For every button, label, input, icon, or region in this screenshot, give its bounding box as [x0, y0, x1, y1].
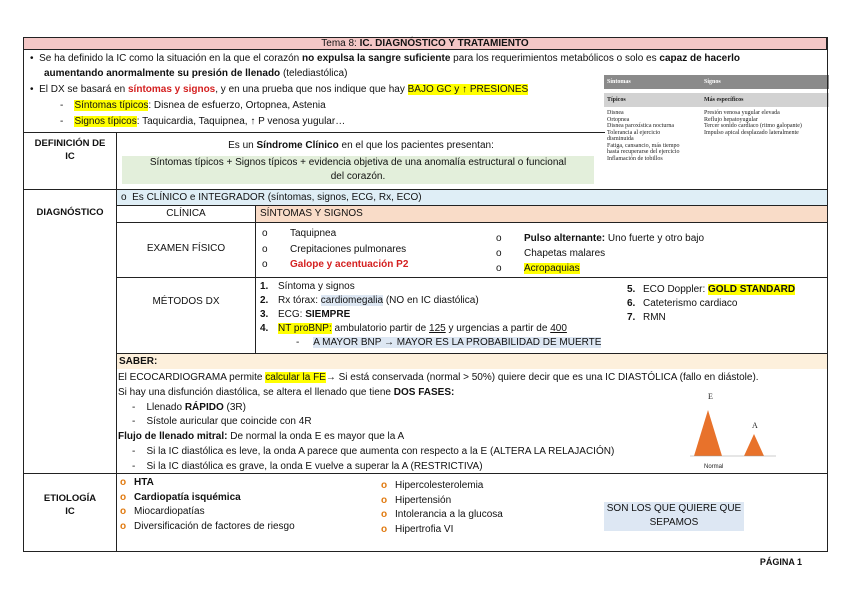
intro-text: , y en una prueba que nos indique que hay [215, 84, 408, 95]
etiologia-item [120, 491, 295, 506]
etiologia-text: Cardiopatía isquémica [134, 491, 241, 503]
circle-bullet-icon: o [496, 248, 502, 259]
etiologia-item [381, 479, 503, 494]
metodo-underline: 125 [429, 323, 446, 334]
definicion-text: Es un [228, 140, 257, 151]
item-number: 3. [260, 309, 269, 320]
etiologia-text: Hipertrofia VI [395, 523, 454, 535]
etiologia-label [24, 492, 116, 518]
table-col-symptoms [607, 110, 679, 162]
metodo-item [260, 322, 567, 336]
saber-header: SABER: [117, 354, 827, 369]
saber-body [118, 371, 759, 475]
metodo-item [627, 311, 795, 325]
table-cell: Inflamación de tobillos [607, 155, 663, 162]
saber-text: De normal la onda E es mayor que la A [227, 431, 405, 443]
saber-text: Si la IC diastólica es grave, la onda E vuelve a superar la A (RESTRICTIVA) [146, 460, 483, 472]
etiologia-item [120, 505, 295, 520]
etiologia-text: HTA [134, 477, 154, 488]
item-number: 2. [260, 295, 269, 306]
intro-line-1 [30, 53, 740, 64]
metodo-text: Cateterismo cardiaco [643, 298, 738, 309]
examen-item-text: Crepitaciones pulmonares [290, 243, 407, 255]
saber-line [118, 430, 759, 445]
metodo-bold: SIEMPRE [305, 309, 351, 320]
saber-line [118, 445, 759, 460]
metodo-underline: 400 [550, 323, 567, 334]
etiologia-item [120, 476, 295, 491]
dash-icon: - [132, 460, 147, 472]
table-cell: hasta recuperarse del ejercicio [607, 149, 680, 155]
etiologia-text: Hipertensión [395, 494, 452, 506]
examen-item [262, 226, 408, 242]
examen-item [496, 246, 704, 261]
item-number: 7. [627, 312, 636, 323]
metodo-highlight: NT proBNP: [278, 323, 332, 334]
page-number: PÁGINA 1 [759, 557, 802, 567]
table-cell: Fatiga, cansancio, más tiempo [607, 142, 680, 149]
etiologia-item [381, 508, 503, 523]
circle-bullet-icon: o [121, 192, 133, 203]
metodo-text: ECG: [278, 309, 306, 320]
wave-a-triangle [744, 434, 764, 456]
clinica-header: CLÍNICA [166, 208, 206, 219]
metodo-item [627, 297, 795, 311]
diagnostico-top [117, 190, 827, 205]
saber-text: Si hay una disfunción diastólica, se altera el llenado que tiene [118, 386, 394, 398]
orange-bullet-icon: o [381, 480, 388, 491]
item-number: 5. [627, 284, 636, 295]
symptoms-signs-table [604, 75, 829, 184]
table-cell: Tercer sonido cardiaco (ritmo galopante) [704, 123, 802, 129]
title-prefix: Tema 8: [321, 38, 360, 49]
examen-left-list [262, 226, 408, 273]
circle-bullet-icon: o [262, 243, 268, 255]
etiologia-item [381, 523, 503, 538]
examen-item-text: Uno fuerte y otro bajo [605, 233, 705, 244]
examen-item-text: Chapetas malares [524, 248, 606, 259]
table-cell: Disnea paroxística nocturna [607, 123, 674, 129]
wave-e-triangle [694, 410, 722, 456]
saber-text: Si la IC diastólica es leve, la onda A parece que aumenta con respecto a la E (ALTERA LA RELAJACIÓN) [146, 445, 615, 457]
title-main: IC. DIAGNÓSTICO Y TRATAMIENTO [359, 38, 529, 49]
definicion-line-2: Síntomas típicos + Signos típicos + evidencia objetiva de una anomalía estructural o funcional [149, 157, 567, 168]
etiologia-left-list [120, 476, 295, 534]
table-sub-typical: Típicos [607, 97, 626, 103]
intro-line-5 [60, 116, 345, 127]
etiologia-note-2: SEPAMOS [649, 517, 699, 528]
metodo-text: y urgencias a partir de [445, 323, 551, 334]
saber-bold: RÁPIDO [184, 401, 224, 413]
circle-bullet-icon: o [262, 259, 268, 270]
examen-item [496, 231, 704, 246]
table-col-signs [704, 110, 802, 136]
metodo-item [260, 294, 567, 308]
sintomas-header: SÍNTOMAS Y SIGNOS [256, 206, 827, 222]
etiologia-item [120, 520, 295, 535]
item-number: 4. [260, 323, 269, 334]
item-number: 6. [627, 298, 636, 309]
intro-text: (telediastólica) [280, 68, 348, 79]
examen-item-text: Acropaquias [524, 263, 580, 274]
orange-bullet-icon: o [120, 491, 127, 503]
mitral-flow-figure [690, 388, 780, 472]
definicion-bold: Síndrome Clínico [256, 140, 339, 151]
intro-line-3 [30, 84, 528, 95]
saber-highlight: calcular la FE [265, 372, 326, 383]
metodo-text: RMN [643, 312, 666, 323]
examen-item-bold: Pulso alternante: [524, 233, 606, 244]
table-sub-specific: Más específicos [704, 97, 744, 103]
definicion-label-1: DEFINICIÓN DE [34, 138, 106, 149]
diagnostico-label: DIAGNÓSTICO [36, 207, 104, 218]
intro-text: : Disnea de esfuerzo, Ortopnea, Astenia [148, 100, 326, 111]
saber-text: El ECOCARDIOGRAMA permite [118, 372, 266, 383]
orange-bullet-icon: o [381, 523, 388, 535]
etiologia-text: Intolerancia a la glucosa [395, 509, 503, 520]
wave-normal-label: Normal [704, 464, 724, 470]
wave-e-label: E [708, 392, 713, 401]
examen-item [262, 257, 408, 273]
dash-icon: - [132, 445, 147, 457]
metodos-list [260, 280, 567, 336]
etiologia-right-list [381, 479, 503, 537]
table-header-symptoms: Síntomas [607, 79, 631, 85]
saber-text: (3R) [223, 401, 246, 413]
etiologia-text: Hipercolesterolemia [395, 480, 484, 491]
metodo-text: (NO en IC diastólica) [383, 295, 479, 306]
table-cell: Ortopnea [607, 116, 630, 123]
intro-highlight: BAJO GC y ↑ PRESIONES [407, 84, 529, 95]
saber-bold: DOS FASES: [393, 386, 455, 398]
metodo-text: ECO Doppler: [643, 284, 709, 295]
metodo-text: Rx tórax: [278, 295, 321, 306]
intro-line-2 [44, 68, 347, 79]
metodos-list-right [627, 283, 795, 325]
examen-right-list [496, 231, 704, 276]
bnp-note-text: A MAYOR BNP → MAYOR ES LA PROBABILIDAD DE MUERTE [313, 337, 602, 348]
saber-bold: Flujo de llenado mitral: [118, 431, 228, 443]
orange-bullet-icon: o [120, 477, 127, 488]
table-cell: Tolerancia al ejercicio [607, 129, 661, 136]
definicion-label-2: IC [65, 151, 75, 162]
dash-icon: - [296, 337, 314, 348]
orange-bullet-icon: o [381, 509, 388, 520]
etiologia-label-1: ETIOLOGÍA [43, 493, 97, 504]
definicion-label [24, 137, 116, 163]
etiologia-note-1: SON LOS QUE QUIERE QUE [606, 503, 742, 514]
wave-a-label: A [752, 421, 758, 430]
orange-bullet-icon: o [381, 494, 388, 506]
definicion-box [122, 156, 594, 184]
intro-bold: aumentando anormalmente su presión de llenado [44, 68, 281, 79]
circle-bullet-icon: o [496, 263, 502, 274]
saber-line [118, 460, 759, 475]
intro-text: : Taquicardia, Taquipnea, ↑ P venosa yugular… [136, 116, 346, 127]
etiologia-text: Diversificación de factores de riesgo [134, 520, 295, 532]
saber-text: Sístole auricular que coincide con 4R [146, 416, 312, 428]
definicion-text: en el que los pacientes presentan: [338, 140, 494, 151]
orange-bullet-icon: o [120, 520, 127, 532]
metodo-item [260, 308, 567, 322]
circle-bullet-icon: o [262, 228, 268, 239]
metodo-highlight: cardiomegalia [320, 295, 384, 306]
metodo-highlight: GOLD STANDARD [708, 284, 796, 295]
intro-text: Se ha definido la IC como la situación en la que el corazón [39, 53, 303, 64]
examen-item [262, 242, 408, 258]
circle-bullet-icon: o [496, 233, 502, 244]
dash-icon: - [132, 401, 147, 413]
intro-bold: capaz de hacerlo [659, 53, 740, 64]
saber-text: Llenado [146, 401, 185, 413]
etiologia-text: Miocardiopatías [134, 506, 205, 517]
etiologia-item [381, 494, 503, 509]
table-cell: disminuida [607, 136, 634, 142]
saber-text: → Si está conservada (normal > 50%) quiere decir que es una IC DIASTÓLICA (fallo en diástole). [325, 372, 759, 383]
table-cell: Disnea [607, 110, 624, 116]
saber-line [118, 401, 759, 416]
intro-red: síntomas y signos [128, 84, 216, 95]
bnp-note [296, 337, 601, 348]
table-cell: Reflujo hepatoyugular [704, 116, 758, 123]
metodo-text: ambulatorio partir de [331, 323, 430, 334]
table-cell: Presión venosa yugular elevada [704, 110, 780, 116]
table-header-signs: Signos [704, 79, 721, 85]
orange-bullet-icon: o [120, 506, 127, 517]
title-bar [23, 37, 827, 50]
saber-line [118, 415, 759, 430]
dash-icon: - [60, 116, 75, 127]
intro-text: El DX se basará en [39, 84, 128, 95]
intro-text: para los requerimientos metabólicos o solo es [450, 53, 660, 64]
examen-item-text: Galope y acentuación P2 [290, 259, 409, 270]
definicion-line-3: del corazón. [330, 171, 386, 182]
intro-bold: no expulsa la sangre suficiente [302, 53, 451, 64]
diagnostico-top-text: Es CLÍNICO e INTEGRADOR (síntomas, signos, ECG, Rx, ECO) [132, 192, 422, 203]
examen-item [496, 261, 704, 276]
saber-line [118, 386, 759, 401]
bullet-icon: • [30, 53, 40, 64]
table-cell: Impulso apical desplazado lateralmente [704, 129, 799, 136]
metodos-label: MÉTODOS DX [152, 296, 220, 307]
item-number: 1. [260, 281, 269, 292]
saber-line [118, 371, 759, 386]
metodo-item [627, 283, 795, 297]
intro-highlight: Signos típicos [74, 116, 137, 127]
examen-item-text: Taquipnea [290, 228, 337, 239]
bullet-icon: • [30, 84, 40, 95]
intro-line-4 [60, 100, 326, 111]
definicion-line-1 [117, 140, 605, 151]
metodo-text: Síntoma y signos [278, 281, 355, 292]
etiologia-label-2: IC [65, 506, 75, 517]
examen-label: EXAMEN FÍSICO [146, 243, 226, 254]
intro-highlight: Síntomas típicos [74, 100, 149, 111]
etiologia-note-box [604, 502, 744, 531]
dash-icon: - [132, 416, 147, 428]
dash-icon: - [60, 100, 75, 111]
metodo-item [260, 280, 567, 294]
